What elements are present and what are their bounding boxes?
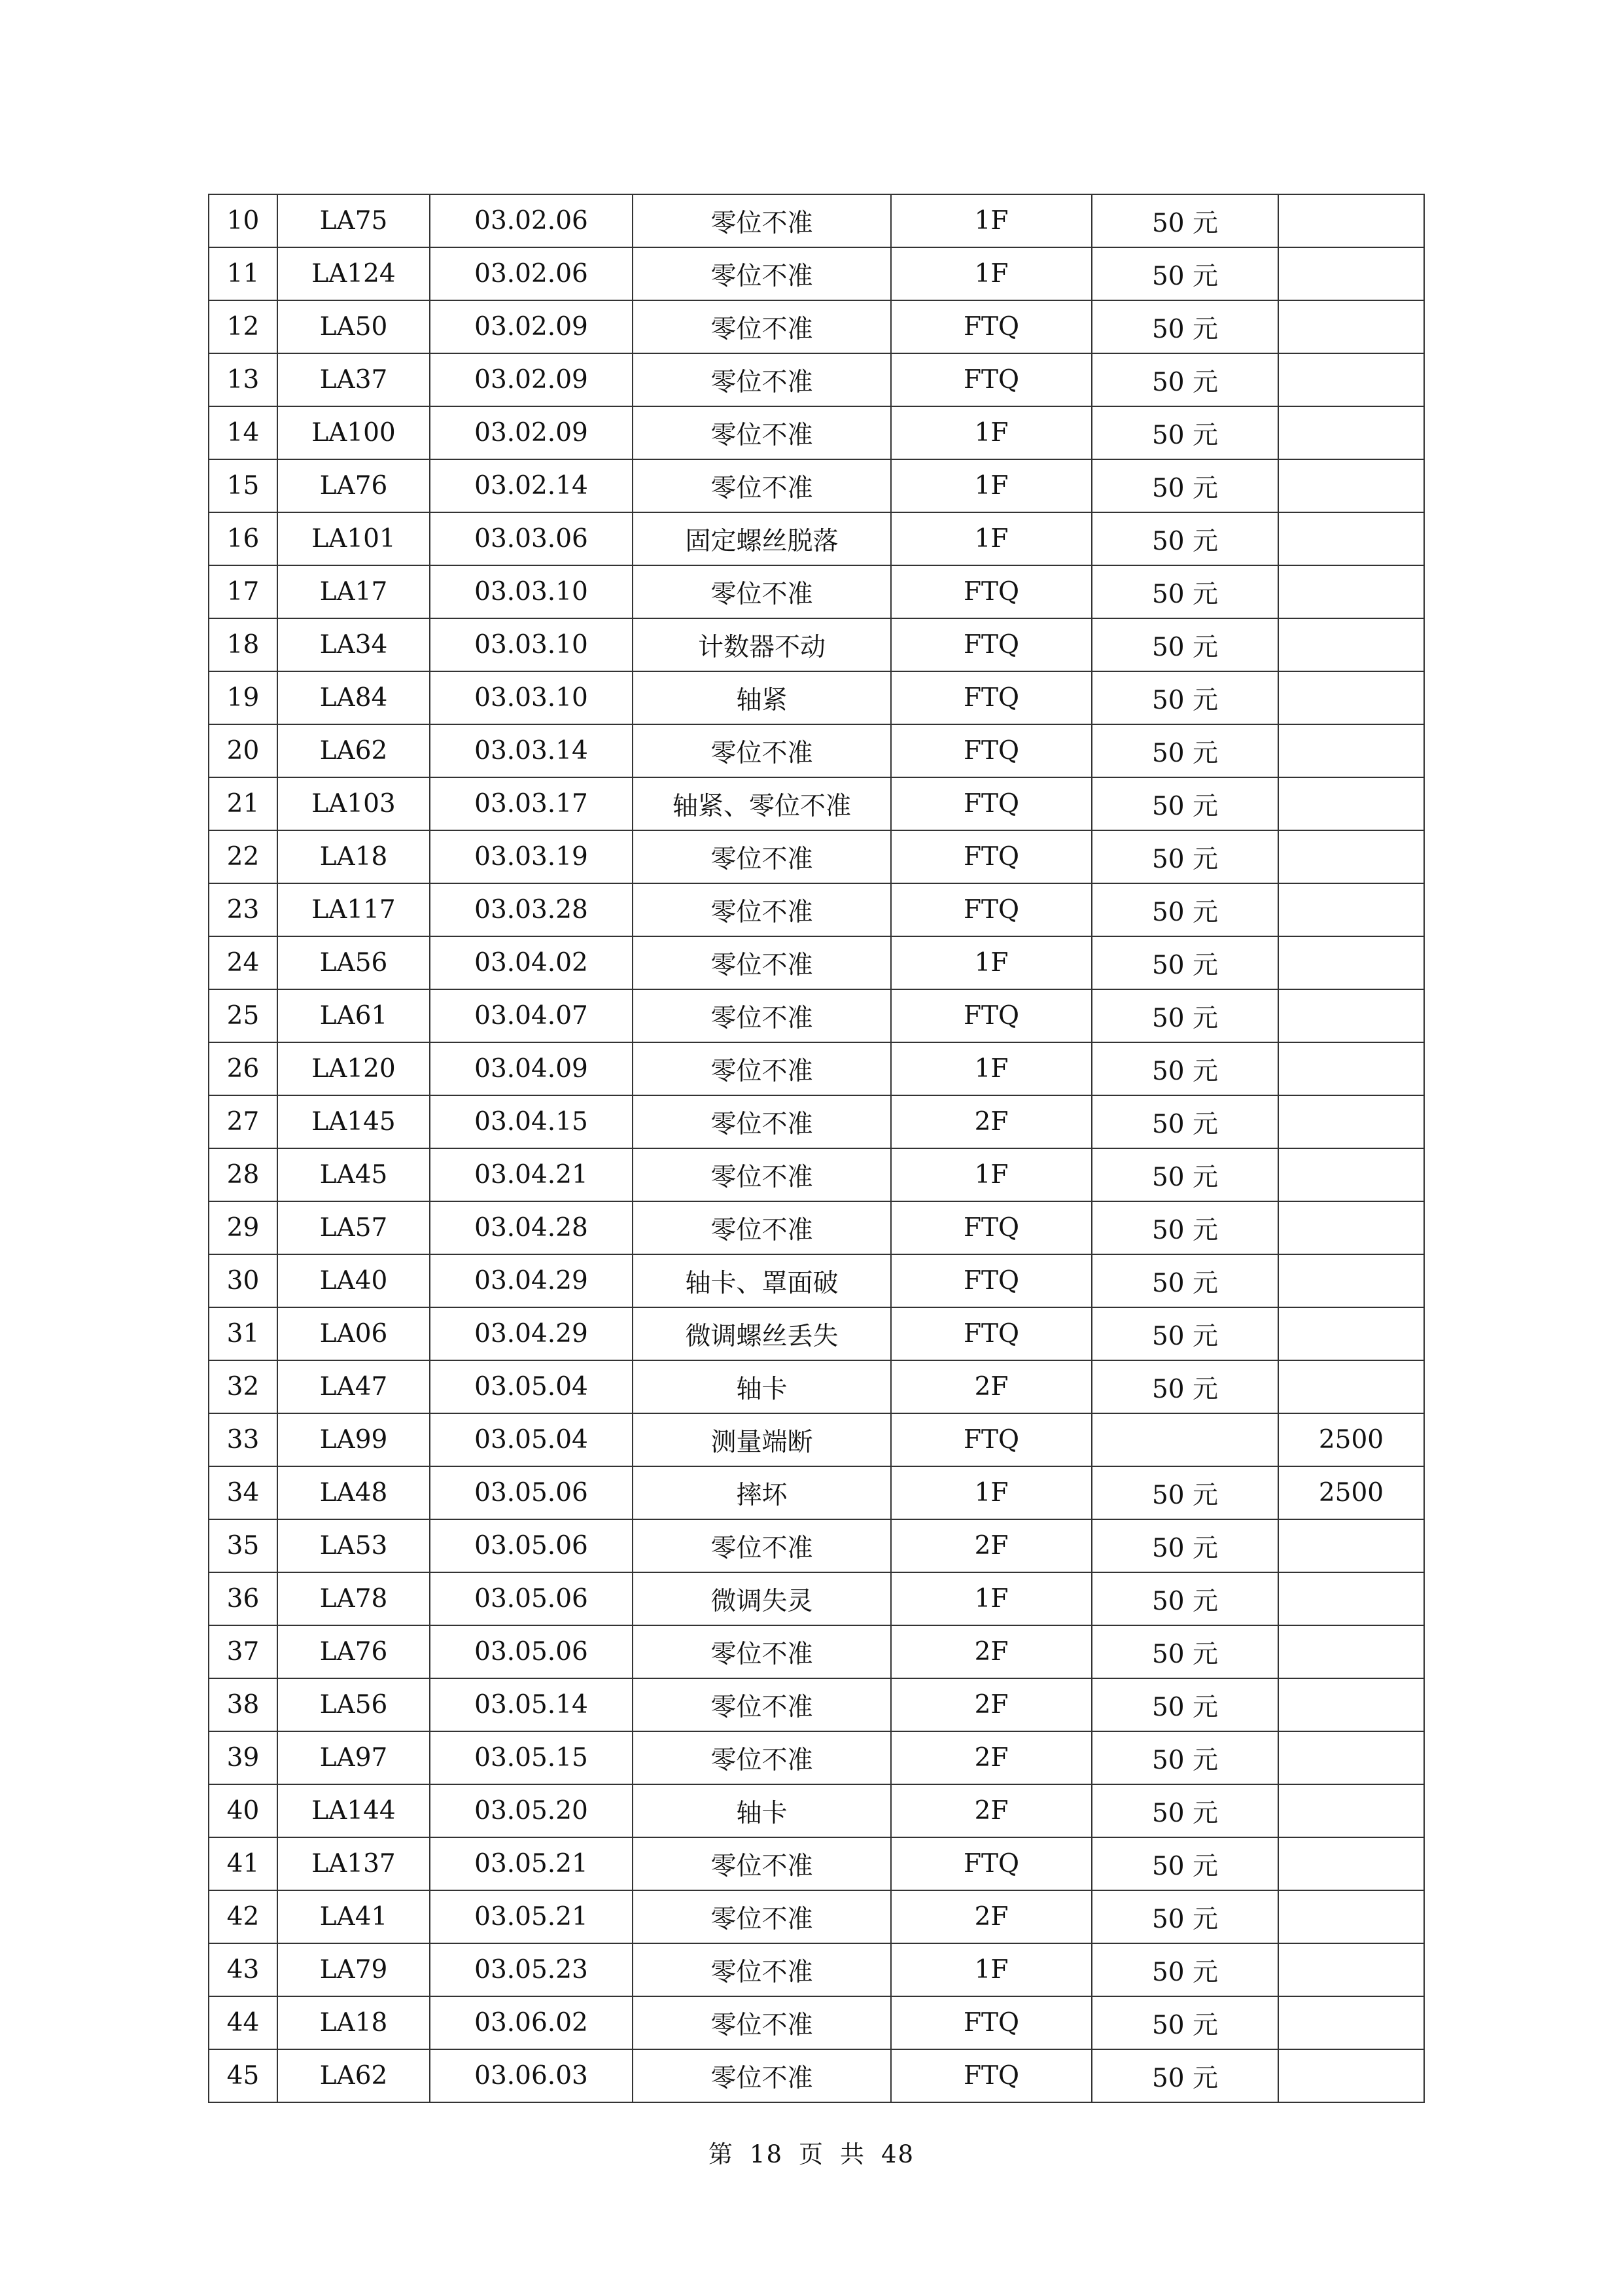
cell-extra-amount [1278, 989, 1424, 1042]
cell-fault-description: 轴卡、罩面破 [633, 1254, 891, 1307]
cell-row-number: 12 [209, 300, 277, 353]
cell-repair-fee: 50 元 [1092, 883, 1278, 936]
cell-date: 03.05.21 [430, 1890, 633, 1943]
cell-row-number: 39 [209, 1731, 277, 1784]
cell-extra-amount [1278, 618, 1424, 671]
table-row [209, 1042, 1424, 1095]
cell-location: FTQ [891, 1837, 1092, 1890]
cell-row-number: 15 [209, 459, 277, 512]
cell-row-number: 45 [209, 2049, 277, 2102]
cell-instrument-id: LA97 [277, 1731, 430, 1784]
cell-extra-amount [1278, 512, 1424, 565]
cell-instrument-id: LA61 [277, 989, 430, 1042]
cell-fault-description: 零位不准 [633, 353, 891, 406]
cell-extra-amount [1278, 459, 1424, 512]
cell-instrument-id: LA18 [277, 1996, 430, 2049]
cell-extra-amount [1278, 565, 1424, 618]
cell-date: 03.05.21 [430, 1837, 633, 1890]
cell-date: 03.02.14 [430, 459, 633, 512]
cell-location: FTQ [891, 1996, 1092, 2049]
cell-instrument-id: LA137 [277, 1837, 430, 1890]
cell-date: 03.04.15 [430, 1095, 633, 1148]
cell-instrument-id: LA84 [277, 671, 430, 724]
cell-repair-fee: 50 元 [1092, 194, 1278, 247]
cell-fault-description: 计数器不动 [633, 618, 891, 671]
cell-row-number: 29 [209, 1201, 277, 1254]
table-row [209, 936, 1424, 989]
cell-date: 03.05.04 [430, 1413, 633, 1466]
cell-instrument-id: LA47 [277, 1360, 430, 1413]
cell-date: 03.04.21 [430, 1148, 633, 1201]
cell-repair-fee [1092, 1413, 1278, 1466]
cell-row-number: 13 [209, 353, 277, 406]
cell-repair-fee: 50 元 [1092, 512, 1278, 565]
cell-extra-amount [1278, 1042, 1424, 1095]
cell-fault-description: 零位不准 [633, 989, 891, 1042]
cell-fault-description: 测量端断 [633, 1413, 891, 1466]
cell-date: 03.05.20 [430, 1784, 633, 1837]
cell-location: FTQ [891, 2049, 1092, 2102]
cell-location: FTQ [891, 353, 1092, 406]
cell-fault-description: 轴卡 [633, 1784, 891, 1837]
cell-fault-description: 零位不准 [633, 1943, 891, 1996]
cell-repair-fee: 50 元 [1092, 671, 1278, 724]
cell-location: 1F [891, 512, 1092, 565]
cell-repair-fee: 50 元 [1092, 1466, 1278, 1519]
table-row [209, 1519, 1424, 1572]
cell-instrument-id: LA124 [277, 247, 430, 300]
table-row [209, 406, 1424, 459]
cell-row-number: 27 [209, 1095, 277, 1148]
cell-date: 03.05.15 [430, 1731, 633, 1784]
cell-date: 03.02.06 [430, 194, 633, 247]
cell-repair-fee: 50 元 [1092, 406, 1278, 459]
cell-repair-fee: 50 元 [1092, 1254, 1278, 1307]
cell-instrument-id: LA75 [277, 194, 430, 247]
table-row [209, 1731, 1424, 1784]
cell-instrument-id: LA101 [277, 512, 430, 565]
cell-extra-amount [1278, 1678, 1424, 1731]
cell-fault-description: 零位不准 [633, 724, 891, 777]
table-row [209, 565, 1424, 618]
table-row [209, 1466, 1424, 1519]
cell-row-number: 17 [209, 565, 277, 618]
cell-extra-amount [1278, 353, 1424, 406]
cell-repair-fee: 50 元 [1092, 1837, 1278, 1890]
cell-instrument-id: LA103 [277, 777, 430, 830]
page-footer [0, 2134, 1623, 2170]
cell-instrument-id: LA40 [277, 1254, 430, 1307]
cell-extra-amount [1278, 883, 1424, 936]
cell-row-number: 19 [209, 671, 277, 724]
cell-row-number: 44 [209, 1996, 277, 2049]
cell-date: 03.03.10 [430, 671, 633, 724]
cell-date: 03.02.06 [430, 247, 633, 300]
table-row [209, 777, 1424, 830]
cell-instrument-id: LA62 [277, 2049, 430, 2102]
cell-extra-amount [1278, 194, 1424, 247]
cell-location: FTQ [891, 300, 1092, 353]
cell-repair-fee: 50 元 [1092, 936, 1278, 989]
cell-row-number: 25 [209, 989, 277, 1042]
cell-row-number: 22 [209, 830, 277, 883]
cell-extra-amount [1278, 1095, 1424, 1148]
cell-row-number: 41 [209, 1837, 277, 1890]
cell-location: FTQ [891, 1254, 1092, 1307]
cell-date: 03.03.14 [430, 724, 633, 777]
cell-location: 1F [891, 194, 1092, 247]
cell-date: 03.05.06 [430, 1466, 633, 1519]
cell-row-number: 34 [209, 1466, 277, 1519]
cell-repair-fee: 50 元 [1092, 247, 1278, 300]
cell-repair-fee: 50 元 [1092, 1943, 1278, 1996]
cell-location: 2F [891, 1678, 1092, 1731]
cell-instrument-id: LA100 [277, 406, 430, 459]
cell-extra-amount [1278, 406, 1424, 459]
cell-location: 1F [891, 1943, 1092, 1996]
cell-location: 1F [891, 1572, 1092, 1625]
cell-location: 2F [891, 1625, 1092, 1678]
table-row [209, 194, 1424, 247]
cell-fault-description: 零位不准 [633, 1996, 891, 2049]
cell-date: 03.04.07 [430, 989, 633, 1042]
cell-row-number: 21 [209, 777, 277, 830]
cell-row-number: 23 [209, 883, 277, 936]
cell-location: 2F [891, 1519, 1092, 1572]
cell-extra-amount [1278, 1360, 1424, 1413]
cell-location: 1F [891, 406, 1092, 459]
cell-location: FTQ [891, 1201, 1092, 1254]
table-row [209, 1254, 1424, 1307]
table-body [209, 194, 1424, 2102]
footer-gong: 共 [840, 2140, 865, 2168]
cell-repair-fee: 50 元 [1092, 1572, 1278, 1625]
table-row [209, 1625, 1424, 1678]
table-row [209, 1890, 1424, 1943]
cell-extra-amount [1278, 671, 1424, 724]
cell-instrument-id: LA48 [277, 1466, 430, 1519]
cell-date: 03.06.03 [430, 2049, 633, 2102]
cell-instrument-id: LA50 [277, 300, 430, 353]
cell-instrument-id: LA117 [277, 883, 430, 936]
cell-date: 03.02.09 [430, 406, 633, 459]
table-row [209, 618, 1424, 671]
table-row [209, 1201, 1424, 1254]
cell-date: 03.03.17 [430, 777, 633, 830]
cell-repair-fee: 50 元 [1092, 1890, 1278, 1943]
cell-location: FTQ [891, 618, 1092, 671]
cell-fault-description: 轴紧 [633, 671, 891, 724]
cell-fault-description: 轴紧、零位不准 [633, 777, 891, 830]
cell-extra-amount [1278, 830, 1424, 883]
cell-instrument-id: LA45 [277, 1148, 430, 1201]
cell-fault-description: 零位不准 [633, 406, 891, 459]
cell-extra-amount: 2500 [1278, 1413, 1424, 1466]
cell-fault-description: 零位不准 [633, 194, 891, 247]
cell-row-number: 40 [209, 1784, 277, 1837]
cell-date: 03.04.02 [430, 936, 633, 989]
cell-row-number: 14 [209, 406, 277, 459]
cell-extra-amount [1278, 1519, 1424, 1572]
cell-row-number: 24 [209, 936, 277, 989]
cell-repair-fee: 50 元 [1092, 353, 1278, 406]
table-row [209, 989, 1424, 1042]
cell-extra-amount [1278, 247, 1424, 300]
cell-fault-description: 零位不准 [633, 830, 891, 883]
cell-location: FTQ [891, 724, 1092, 777]
table-row [209, 2049, 1424, 2102]
table-row [209, 300, 1424, 353]
cell-row-number: 42 [209, 1890, 277, 1943]
cell-row-number: 18 [209, 618, 277, 671]
cell-fault-description: 零位不准 [633, 565, 891, 618]
cell-extra-amount [1278, 1784, 1424, 1837]
cell-location: 2F [891, 1731, 1092, 1784]
cell-date: 03.04.09 [430, 1042, 633, 1095]
cell-fault-description: 摔坏 [633, 1466, 891, 1519]
cell-date: 03.05.06 [430, 1625, 633, 1678]
cell-extra-amount [1278, 724, 1424, 777]
table-row [209, 1413, 1424, 1466]
cell-repair-fee: 50 元 [1092, 989, 1278, 1042]
cell-row-number: 11 [209, 247, 277, 300]
cell-location: 2F [891, 1890, 1092, 1943]
cell-instrument-id: LA144 [277, 1784, 430, 1837]
table-row [209, 512, 1424, 565]
table-row [209, 353, 1424, 406]
cell-instrument-id: LA53 [277, 1519, 430, 1572]
cell-fault-description: 零位不准 [633, 936, 891, 989]
footer-di: 第 [708, 2140, 734, 2168]
cell-location: 2F [891, 1095, 1092, 1148]
table-row [209, 830, 1424, 883]
cell-row-number: 16 [209, 512, 277, 565]
cell-fault-description: 零位不准 [633, 2049, 891, 2102]
cell-instrument-id: LA145 [277, 1095, 430, 1148]
cell-extra-amount [1278, 1625, 1424, 1678]
cell-instrument-id: LA37 [277, 353, 430, 406]
cell-repair-fee: 50 元 [1092, 618, 1278, 671]
cell-fault-description: 零位不准 [633, 459, 891, 512]
cell-instrument-id: LA78 [277, 1572, 430, 1625]
table-row [209, 1148, 1424, 1201]
cell-row-number: 43 [209, 1943, 277, 1996]
table-row [209, 1572, 1424, 1625]
cell-fault-description: 微调螺丝丢失 [633, 1307, 891, 1360]
cell-extra-amount [1278, 1254, 1424, 1307]
table-row [209, 724, 1424, 777]
cell-fault-description: 轴卡 [633, 1360, 891, 1413]
cell-repair-fee: 50 元 [1092, 724, 1278, 777]
cell-repair-fee: 50 元 [1092, 777, 1278, 830]
cell-fault-description: 零位不准 [633, 1625, 891, 1678]
cell-location: 2F [891, 1784, 1092, 1837]
cell-instrument-id: LA76 [277, 1625, 430, 1678]
cell-instrument-id: LA56 [277, 936, 430, 989]
cell-instrument-id: LA17 [277, 565, 430, 618]
cell-repair-fee: 50 元 [1092, 1042, 1278, 1095]
cell-date: 03.05.23 [430, 1943, 633, 1996]
table-row [209, 1996, 1424, 2049]
cell-location: 1F [891, 1466, 1092, 1519]
cell-extra-amount [1278, 936, 1424, 989]
table-row [209, 1360, 1424, 1413]
cell-date: 03.03.10 [430, 565, 633, 618]
cell-date: 03.02.09 [430, 353, 633, 406]
cell-instrument-id: LA76 [277, 459, 430, 512]
cell-fault-description: 零位不准 [633, 1095, 891, 1148]
cell-location: FTQ [891, 777, 1092, 830]
cell-row-number: 30 [209, 1254, 277, 1307]
cell-row-number: 33 [209, 1413, 277, 1466]
cell-location: 2F [891, 1360, 1092, 1413]
cell-extra-amount [1278, 300, 1424, 353]
cell-location: 1F [891, 936, 1092, 989]
cell-date: 03.05.04 [430, 1360, 633, 1413]
repair-record-table [208, 194, 1425, 2103]
cell-repair-fee: 50 元 [1092, 1731, 1278, 1784]
table-row [209, 1784, 1424, 1837]
table-row [209, 883, 1424, 936]
footer-total-pages: 48 [881, 2140, 915, 2168]
cell-repair-fee: 50 元 [1092, 2049, 1278, 2102]
cell-extra-amount [1278, 1307, 1424, 1360]
cell-repair-fee: 50 元 [1092, 1784, 1278, 1837]
cell-location: 1F [891, 1042, 1092, 1095]
cell-repair-fee: 50 元 [1092, 1625, 1278, 1678]
footer-ye: 页 [799, 2140, 824, 2168]
table-row [209, 1943, 1424, 1996]
cell-date: 03.03.10 [430, 618, 633, 671]
table-row [209, 459, 1424, 512]
cell-extra-amount [1278, 1201, 1424, 1254]
table-row [209, 1307, 1424, 1360]
cell-row-number: 35 [209, 1519, 277, 1572]
table-row [209, 1678, 1424, 1731]
cell-repair-fee: 50 元 [1092, 830, 1278, 883]
cell-location: FTQ [891, 671, 1092, 724]
cell-extra-amount [1278, 1572, 1424, 1625]
cell-extra-amount [1278, 777, 1424, 830]
cell-instrument-id: LA34 [277, 618, 430, 671]
cell-location: FTQ [891, 883, 1092, 936]
cell-row-number: 38 [209, 1678, 277, 1731]
table-row [209, 247, 1424, 300]
cell-fault-description: 零位不准 [633, 1201, 891, 1254]
cell-date: 03.04.29 [430, 1254, 633, 1307]
cell-fault-description: 零位不准 [633, 247, 891, 300]
cell-fault-description: 零位不准 [633, 300, 891, 353]
cell-row-number: 20 [209, 724, 277, 777]
cell-date: 03.04.28 [430, 1201, 633, 1254]
cell-row-number: 28 [209, 1148, 277, 1201]
cell-repair-fee: 50 元 [1092, 1996, 1278, 2049]
cell-extra-amount [1278, 1890, 1424, 1943]
cell-fault-description: 固定螺丝脱落 [633, 512, 891, 565]
cell-repair-fee: 50 元 [1092, 1519, 1278, 1572]
cell-instrument-id: LA62 [277, 724, 430, 777]
cell-extra-amount: 2500 [1278, 1466, 1424, 1519]
cell-repair-fee: 50 元 [1092, 1360, 1278, 1413]
table-row [209, 671, 1424, 724]
cell-fault-description: 微调失灵 [633, 1572, 891, 1625]
cell-extra-amount [1278, 2049, 1424, 2102]
cell-repair-fee: 50 元 [1092, 459, 1278, 512]
cell-instrument-id: LA18 [277, 830, 430, 883]
cell-repair-fee: 50 元 [1092, 1201, 1278, 1254]
cell-date: 03.04.29 [430, 1307, 633, 1360]
cell-fault-description: 零位不准 [633, 1519, 891, 1572]
cell-row-number: 36 [209, 1572, 277, 1625]
cell-row-number: 10 [209, 194, 277, 247]
cell-instrument-id: LA56 [277, 1678, 430, 1731]
cell-date: 03.05.14 [430, 1678, 633, 1731]
cell-fault-description: 零位不准 [633, 1678, 891, 1731]
cell-extra-amount [1278, 1996, 1424, 2049]
cell-instrument-id: LA06 [277, 1307, 430, 1360]
cell-location: FTQ [891, 565, 1092, 618]
cell-row-number: 31 [209, 1307, 277, 1360]
cell-fault-description: 零位不准 [633, 1837, 891, 1890]
cell-repair-fee: 50 元 [1092, 300, 1278, 353]
cell-repair-fee: 50 元 [1092, 565, 1278, 618]
table-row [209, 1095, 1424, 1148]
cell-extra-amount [1278, 1837, 1424, 1890]
cell-repair-fee: 50 元 [1092, 1307, 1278, 1360]
cell-fault-description: 零位不准 [633, 883, 891, 936]
cell-date: 03.03.06 [430, 512, 633, 565]
cell-fault-description: 零位不准 [633, 1731, 891, 1784]
cell-repair-fee: 50 元 [1092, 1095, 1278, 1148]
cell-location: FTQ [891, 1413, 1092, 1466]
cell-instrument-id: LA41 [277, 1890, 430, 1943]
cell-row-number: 37 [209, 1625, 277, 1678]
cell-date: 03.05.06 [430, 1519, 633, 1572]
cell-repair-fee: 50 元 [1092, 1148, 1278, 1201]
cell-row-number: 26 [209, 1042, 277, 1095]
cell-location: FTQ [891, 989, 1092, 1042]
cell-date: 03.06.02 [430, 1996, 633, 2049]
cell-row-number: 32 [209, 1360, 277, 1413]
cell-extra-amount [1278, 1731, 1424, 1784]
table-row [209, 1837, 1424, 1890]
cell-location: 1F [891, 1148, 1092, 1201]
cell-fault-description: 零位不准 [633, 1890, 891, 1943]
cell-extra-amount [1278, 1943, 1424, 1996]
cell-location: FTQ [891, 830, 1092, 883]
footer-page-number: 18 [749, 2140, 783, 2168]
cell-instrument-id: LA57 [277, 1201, 430, 1254]
cell-fault-description: 零位不准 [633, 1042, 891, 1095]
cell-repair-fee: 50 元 [1092, 1678, 1278, 1731]
cell-date: 03.03.28 [430, 883, 633, 936]
cell-instrument-id: LA99 [277, 1413, 430, 1466]
cell-location: 1F [891, 247, 1092, 300]
cell-fault-description: 零位不准 [633, 1148, 891, 1201]
cell-instrument-id: LA120 [277, 1042, 430, 1095]
cell-date: 03.02.09 [430, 300, 633, 353]
cell-instrument-id: LA79 [277, 1943, 430, 1996]
cell-extra-amount [1278, 1148, 1424, 1201]
cell-location: FTQ [891, 1307, 1092, 1360]
cell-date: 03.03.19 [430, 830, 633, 883]
cell-date: 03.05.06 [430, 1572, 633, 1625]
cell-location: 1F [891, 459, 1092, 512]
